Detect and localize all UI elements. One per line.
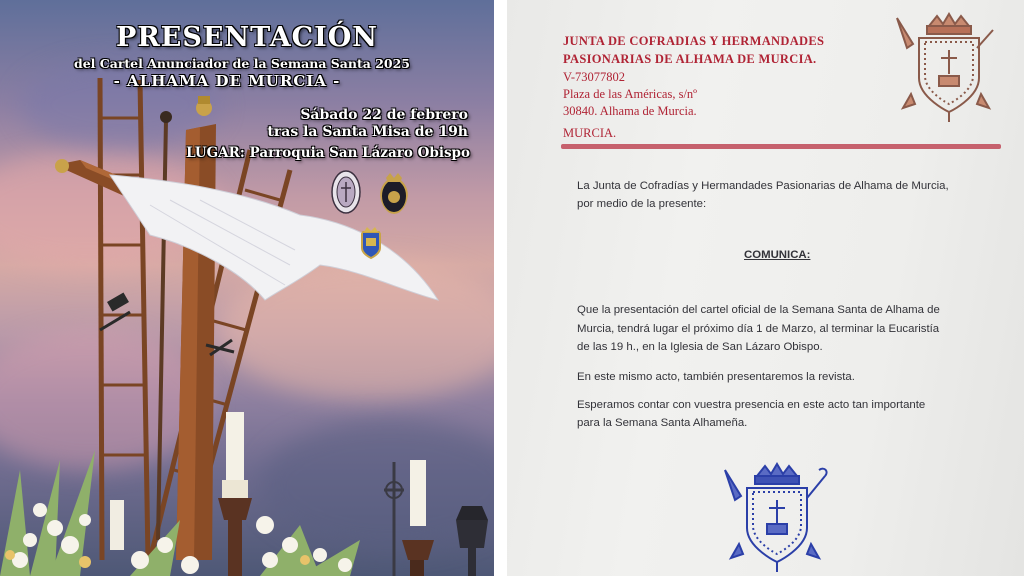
poster-title: PRESENTACIÓN xyxy=(116,22,378,53)
letterhead-cif: V-73077802 xyxy=(563,70,626,84)
poster-image xyxy=(0,0,494,576)
intro-line-1: La Junta de Cofradías y Hermandades Pasionarias de Alhama de Murcia, xyxy=(577,180,949,192)
letterhead-postal: 30840. Alhama de Murcia. xyxy=(563,104,697,118)
letterhead-divider xyxy=(561,144,1001,149)
poster-date: Sábado 22 de febrero xyxy=(300,107,468,123)
paragraph-3-line-2: para la Semana Santa Alhameña. xyxy=(577,417,748,429)
poster-time: tras la Santa Misa de 19h xyxy=(267,124,468,140)
paragraph-1-line-3: de las 19 h., en la Iglesia de San Lázaro Obispo. xyxy=(577,341,823,353)
letterhead-province: MURCIA. xyxy=(563,126,617,140)
poster-town: - ALHAMA DE MURCIA - xyxy=(113,72,341,90)
letterhead-line-2: PASIONARIAS DE ALHAMA DE MURCIA. xyxy=(563,52,817,66)
paragraph-3-line-1: Esperamos contar con vuestra presencia en este acto tan importante xyxy=(577,399,926,411)
paragraph-2: En este mismo acto, también presentaremos la revista. xyxy=(577,371,855,383)
letter-heading: COMUNICA: xyxy=(744,249,811,261)
official-letter xyxy=(507,0,1024,576)
town-crest-icon xyxy=(359,226,383,260)
letterhead-address: Plaza de las Américas, s/nº xyxy=(563,87,698,101)
letterhead-line-1: JUNTA DE COFRADIAS Y HERMANDADES xyxy=(563,34,825,48)
coat-of-arms-icon xyxy=(889,8,999,128)
intro-line-2: por medio de la presente: xyxy=(577,198,707,210)
paragraph-1-line-2: Murcia, tendrá lugar el próximo día 1 de Marzo, al terminar la Eucaristía xyxy=(577,323,940,335)
poster-place: LUGAR: Parroquia San Lázaro Obispo xyxy=(186,145,470,161)
stamp-icon xyxy=(721,462,831,574)
paragraph-1-line-1: Que la presentación del cartel oficial de la Semana Santa de Alhama de xyxy=(577,304,940,316)
poster-subtitle: del Cartel Anunciador de la Semana Santa 2025 xyxy=(73,56,410,71)
brotherhood-seal-icon xyxy=(331,170,361,214)
crown-seal-icon xyxy=(380,170,408,214)
